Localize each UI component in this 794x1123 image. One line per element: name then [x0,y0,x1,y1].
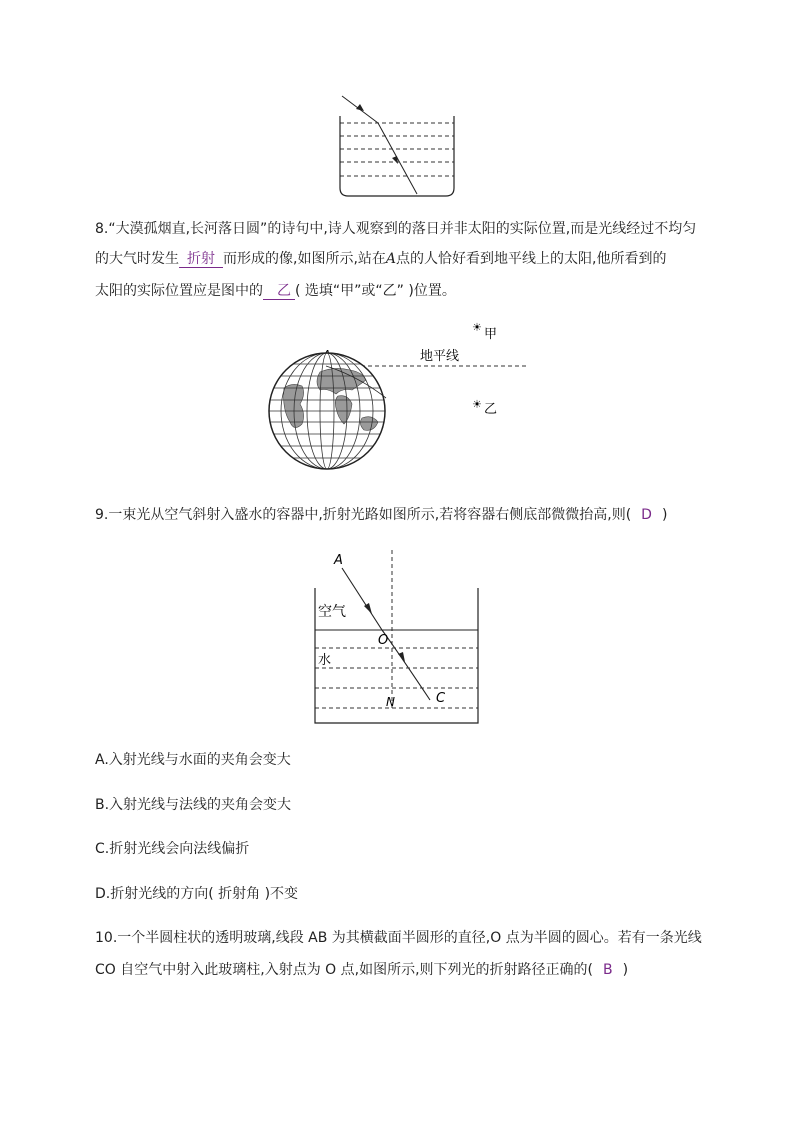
globe [262,353,392,469]
sun-yi-label: 乙 [484,402,498,417]
q8-answer-2: 乙 [263,283,295,300]
container-refraction-figure [330,90,460,202]
q9-option-c: C.折射光线会向法线偏折 [95,841,250,857]
fig-point-o: O [378,633,389,648]
q9-option-d: D.折射光线的方向( 折射角 )不变 [95,886,299,902]
q9-stem-pre: 9.一束光从空气斜射入盛水的容器中,折射光路如图所示,若将容器右侧底部微微抬高,则( [95,507,632,523]
sun-jia-icon: ☀ [472,321,482,334]
water-level-lines [340,123,454,176]
fig-point-c: C [436,691,446,706]
water-dash-lines [315,648,478,708]
q8-line3 [95,281,456,301]
fig-water-label: 水 [318,653,332,668]
horizon-label: 地平线 [420,349,460,364]
q10-line2-post: ) [622,962,629,978]
fig-point-a: A [334,553,343,568]
q8-line3-pre: 太阳的实际位置应是图中的 [95,283,263,299]
q10-answer: B [602,962,613,978]
q10-line1: 10.一个半圆柱状的透明玻璃,线段 AB 为其横截面半圆形的直径,O 点为半圆的圆心。若有一条光线 [95,930,702,946]
refracted-ray [378,123,417,194]
q10-line2 [95,960,628,980]
incident-arrow [356,104,364,111]
fig-point-n: N [386,695,395,709]
q9-option-b: B.入射光线与法线的夹角会变大 [95,797,292,813]
q8-point-a: A [385,251,397,267]
q9-answer: D [641,507,652,523]
globe-horizon-figure [262,314,532,486]
q8-line3-post: ( 选填“甲”或“乙” )位置。 [295,283,456,299]
air-water-refraction-figure [310,548,485,728]
q8-line2 [95,249,666,269]
q8-line1: 8.“大漠孤烟直,长河落日圆”的诗句中,诗人观察到的落日并非太阳的实际位置,而是光线经过不均匀 [95,221,697,237]
q9-stem [95,505,667,525]
q8-line2-end: 点的人恰好看到地平线上的太阳,他所看到的 [396,251,667,267]
q8-line2-post: 而形成的像,如图所示,站在 [223,251,386,267]
q9-stem-post: ) [661,507,668,523]
q8-answer-1: 折射 [179,251,223,268]
sun-yi-icon: ☀ [472,398,482,411]
incident-ray-ao [342,568,382,630]
q10-line2-pre: CO 自空气中射入此玻璃柱,入射点为 O 点,如图所示,则下列光的折射路径正确的( [95,962,593,978]
fig-air-label: 空气 [318,604,346,620]
q9-option-a: A.入射光线与水面的夹角会变大 [95,752,291,768]
refracted-arrow [392,156,398,164]
q8-line2-pre: 的大气时发生 [95,251,179,267]
sun-jia-label: 甲 [484,327,498,342]
refracted-ray-oc [382,630,430,700]
